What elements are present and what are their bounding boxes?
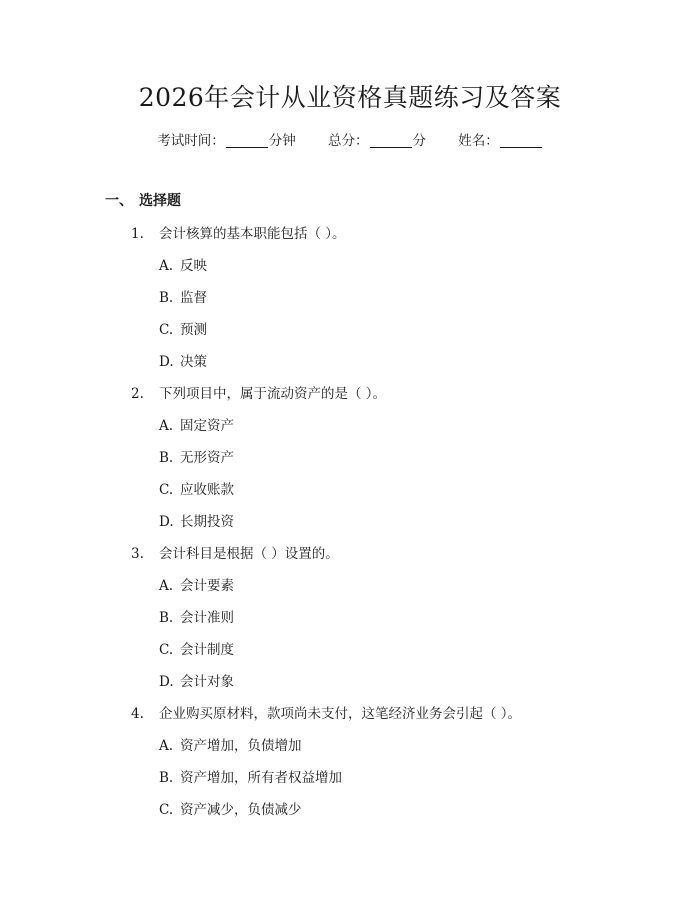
option-text: 资产增加，负债增加 (180, 738, 302, 754)
option-text: 应收账款 (180, 482, 234, 498)
question-number: 4. (131, 706, 144, 722)
question-item (0, 543, 700, 575)
answer-option (0, 575, 700, 607)
option-letter: C. (159, 322, 174, 338)
question-text: 会计科目是根据（ ）设置的。 (159, 546, 339, 562)
exam-meta (0, 130, 700, 152)
option-letter: C. (159, 802, 174, 818)
answer-option (0, 447, 700, 479)
answer-option (0, 479, 700, 511)
option-letter: B. (159, 290, 174, 306)
question-item (0, 383, 700, 415)
option-letter: A. (159, 578, 174, 594)
answer-option (0, 607, 700, 639)
option-text: 资产减少，负债减少 (180, 802, 302, 818)
option-letter: A. (159, 418, 174, 434)
option-text: 资产增加，所有者权益增加 (180, 770, 342, 786)
option-letter: C. (159, 642, 174, 658)
total-score-label: 总分： (328, 133, 369, 149)
exam-time (157, 130, 296, 152)
question-text: 企业购买原材料，款项尚未支付，这笔经济业务会引起（ ）。 (159, 706, 522, 722)
exam-time-unit: 分钟 (268, 133, 296, 149)
total-score-unit: 分 (412, 133, 426, 149)
answer-option (0, 351, 700, 383)
document-title: 2026年会计从业资格真题练习及答案 (138, 83, 562, 112)
question-text: 会计核算的基本职能包括（ ）。 (159, 226, 346, 242)
option-text: 监督 (180, 290, 207, 306)
option-letter: D. (159, 354, 174, 370)
exam-time-label: 考试时间： (157, 133, 225, 149)
answer-option (0, 511, 700, 543)
option-letter: B. (159, 610, 174, 626)
option-text: 决策 (180, 354, 207, 370)
option-text: 长期投资 (180, 514, 234, 530)
option-letter: C. (159, 482, 174, 498)
option-letter: D. (159, 514, 174, 530)
answer-option (0, 735, 700, 767)
total-score-blank (370, 133, 412, 148)
section-title: 选择题 (139, 193, 181, 209)
student-name-blank (500, 133, 542, 148)
option-letter: B. (159, 770, 174, 786)
answer-option (0, 671, 700, 703)
question-item (0, 703, 700, 735)
section-number: 一、 (105, 193, 133, 209)
option-letter: A. (159, 738, 174, 754)
student-name-label: 姓名： (458, 133, 499, 149)
total-score (328, 130, 426, 152)
question-text: 下列项目中，属于流动资产的是（ ）。 (159, 386, 387, 402)
answer-option (0, 799, 700, 831)
option-letter: A. (159, 258, 174, 274)
student-name (458, 130, 543, 152)
option-text: 固定资产 (180, 418, 234, 434)
exam-time-blank (226, 133, 268, 148)
option-letter: B. (159, 450, 174, 466)
option-text: 会计对象 (180, 674, 234, 690)
answer-option (0, 639, 700, 671)
question-list (0, 223, 700, 831)
answer-option (0, 767, 700, 799)
question-number: 1. (131, 226, 144, 242)
option-letter: D. (159, 674, 174, 690)
option-text: 无形资产 (180, 450, 234, 466)
question-number: 3. (131, 546, 144, 562)
answer-option (0, 319, 700, 351)
option-text: 会计制度 (180, 642, 234, 658)
option-text: 反映 (180, 258, 207, 274)
option-text: 会计准则 (180, 610, 234, 626)
answer-option (0, 255, 700, 287)
answer-option (0, 415, 700, 447)
option-text: 预测 (180, 322, 207, 338)
question-number: 2. (131, 386, 144, 402)
section-heading (105, 190, 181, 212)
option-text: 会计要素 (180, 578, 234, 594)
question-item (0, 223, 700, 255)
answer-option (0, 287, 700, 319)
